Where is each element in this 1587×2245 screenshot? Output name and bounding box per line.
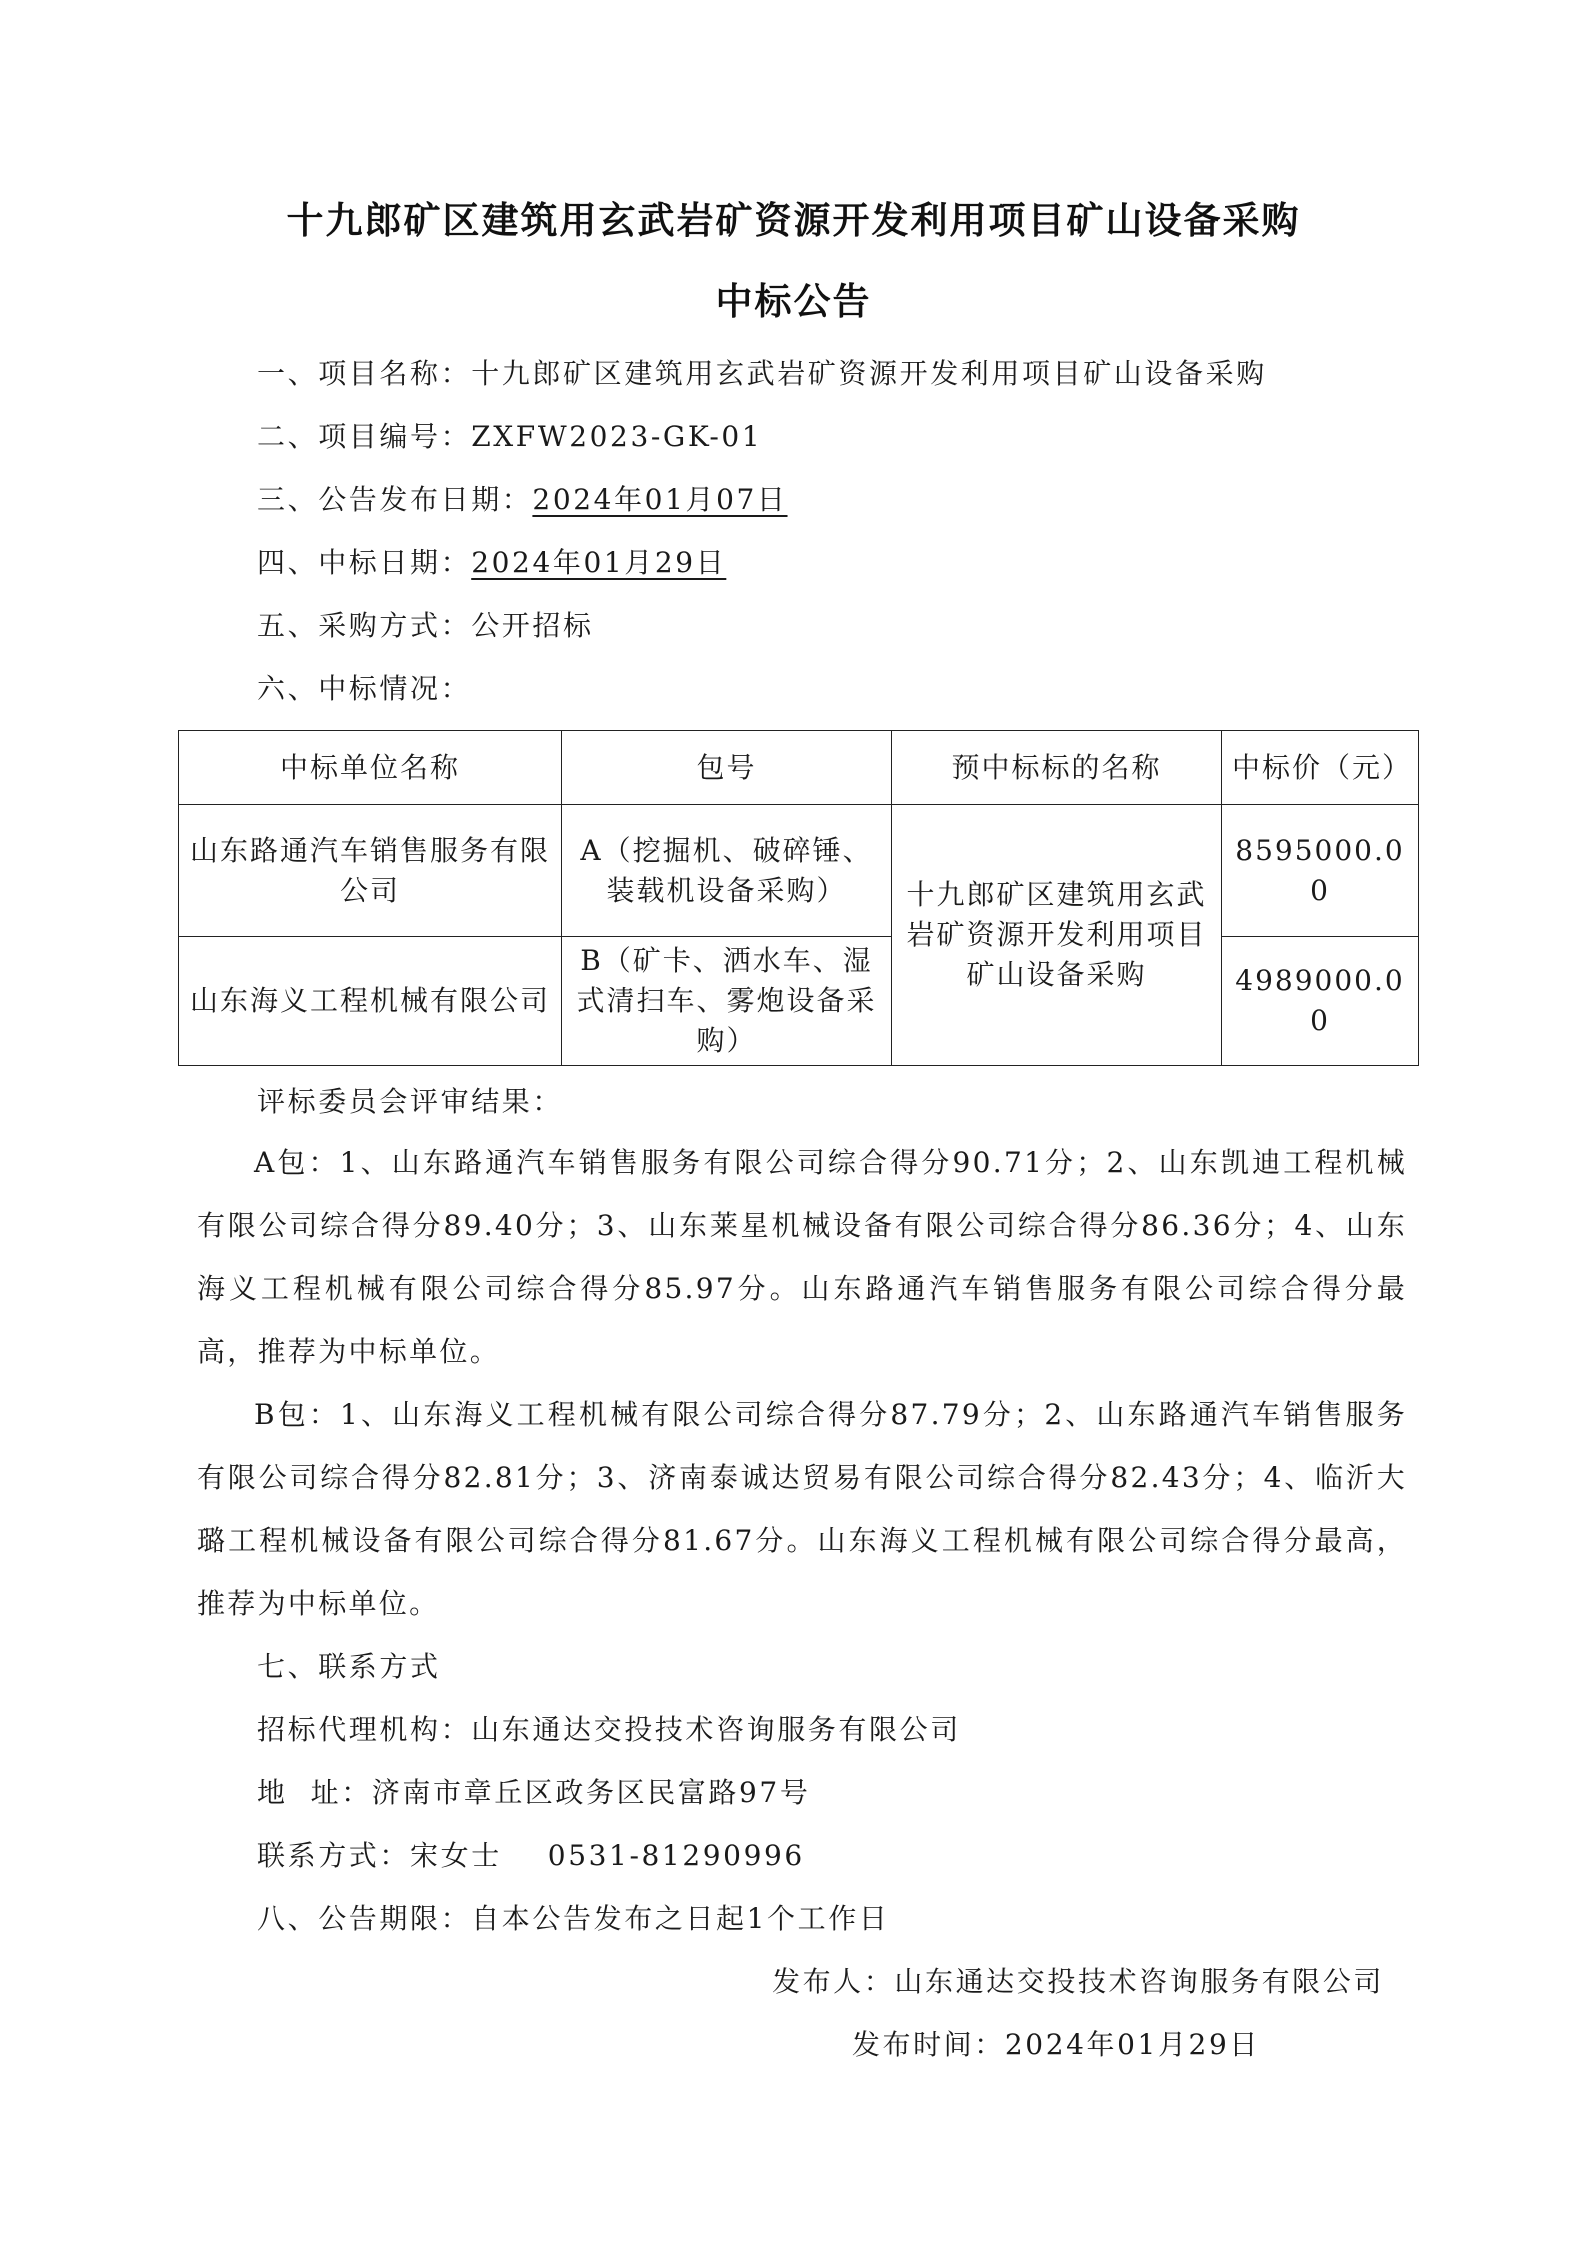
contact-heading: 七、联系方式 <box>257 1650 441 1683</box>
notice-subtitle: 中标公告 <box>715 280 872 323</box>
review-heading: 评标委员会评审结果： <box>257 1085 564 1118</box>
table-row <box>179 805 1419 937</box>
procurement-method: 五、采购方式：公开招标 <box>257 609 594 642</box>
contact-address: 地 址：济南市章丘区政务区民富路97号 <box>257 1776 811 1809</box>
project-number: 二、项目编号：ZXFW2023-GK-01 <box>257 420 763 453</box>
contact-agency: 招标代理机构：山东通达交投技术咨询服务有限公司 <box>257 1713 961 1746</box>
price-cell: 8595000.00 <box>1222 805 1419 937</box>
notice-title: 十九郎矿区建筑用玄武岩矿资源开发利用项目矿山设备采购 <box>286 199 1301 242</box>
table-header-row <box>179 731 1419 805</box>
winner-cell: 山东路通汽车销售服务有限公司 <box>179 805 562 937</box>
table-header: 中标单位名称 <box>179 731 562 805</box>
award-date <box>257 541 726 581</box>
review-package-b: B包：1、山东海义工程机械有限公司综合得分87.79分；2、山东路通汽车销售服务有限公司综合得分82.81分；3、济南泰诚达贸易有限公司综合得分82.43分；4、临沂大璐工程机械设备有限公司综合得分81.67分。山东海义工程机械有限公司综合得分最高，推荐为中标单位。 <box>197 1398 1407 1620</box>
award-date-value: 2024年01月29日 <box>471 546 727 579</box>
publish-time: 发布时间：2024年01月29日 <box>851 2028 1260 2061</box>
price-cell: 4989000.00 <box>1222 937 1419 1066</box>
project-name: 一、项目名称：十九郎矿区建筑用玄武岩矿资源开发利用项目矿山设备采购 <box>257 357 1267 390</box>
package-cell: A（挖掘机、破碎锤、装载机设备采购） <box>562 805 892 937</box>
table-header: 包号 <box>562 731 892 805</box>
winner-cell: 山东海义工程机械有限公司 <box>179 937 562 1066</box>
table-header: 中标价（元） <box>1222 731 1419 805</box>
award-result-heading: 六、中标情况： <box>257 672 472 705</box>
publish-date-label: 三、公告发布日期： <box>257 483 533 516</box>
review-package-a: A包：1、山东路通汽车销售服务有限公司综合得分90.71分；2、山东凯迪工程机械有限公司综合得分89.40分；3、山东莱星机械设备有限公司综合得分86.36分；4、山东海义工程机械有限公司综合得分85.97分。山东路通汽车销售服务有限公司综合得分最高，推荐为中标单位。 <box>197 1146 1407 1368</box>
table-row <box>179 937 1419 1066</box>
subject-cell: 十九郎矿区建筑用玄武岩矿资源开发利用项目矿山设备采购 <box>892 805 1222 1066</box>
award-date-label: 四、中标日期： <box>257 546 472 579</box>
contact-phone: 联系方式：宋女士 0531-81290996 <box>257 1839 805 1872</box>
publish-date-value: 2024年01月07日 <box>532 483 788 516</box>
publisher: 发布人：山东通达交投技术咨询服务有限公司 <box>771 1965 1384 1998</box>
award-table <box>178 730 1419 1066</box>
publish-date <box>257 478 788 518</box>
notice-period: 八、公告期限：自本公告发布之日起1个工作日 <box>257 1902 890 1935</box>
package-cell: B（矿卡、洒水车、湿式清扫车、雾炮设备采购） <box>562 937 892 1066</box>
table-header: 预中标标的名称 <box>892 731 1222 805</box>
